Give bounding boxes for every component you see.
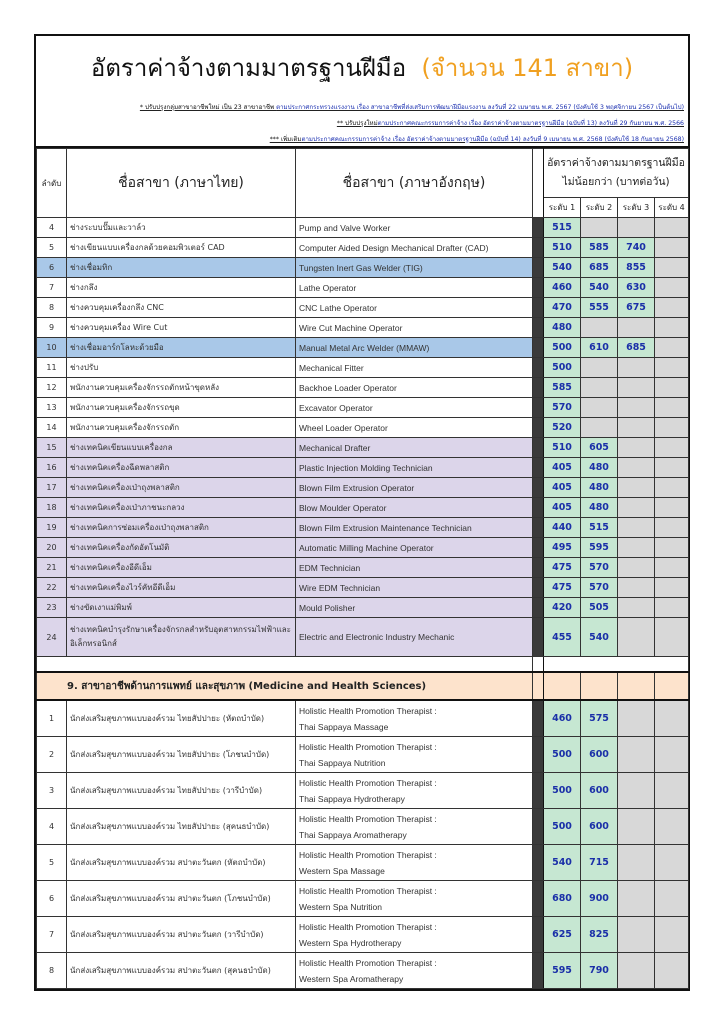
title-area — [36, 36, 688, 148]
blank-row — [37, 657, 689, 673]
note-1: * ปรับปรุงกลุ่มสาขาอาชีพใหม่ เป็น 23 สาขาอาชีพ ตามประกาศกระทรวงแรงงาน เรื่อง สาขาอาชีพที่ส่งเสริมการพัฒนาฝีมือแรงงาน ลงวันที่ 22 เมษายน พ.ศ. 2567 (บังคับใช้ 3 พฤศจิกายน 2567 เป็นต้นไป) — [139, 104, 684, 111]
table-row: 2 นักส่งเสริมสุขภาพแบบองค์รวม ไทยสัปปายะ (โภชนบำบัด) Holistic Health Promotion Therapist : Thai Sappaya Nutrition 500 600 — [37, 737, 689, 773]
table-row: 4 ช่างระบบปั๊มและวาล์ว Pump and Valve Worker 515 — [37, 218, 689, 238]
wage-rate-sheet — [34, 34, 690, 991]
column-separator — [533, 149, 544, 218]
table-row: 10 ช่างเชื่อมอาร์กโลหะด้วยมือ Manual Metal Arc Welder (MMAW) 500 610 685 — [37, 338, 689, 358]
wage-table — [36, 148, 689, 989]
table-row: 11 ช่างปรับ Mechanical Fitter 500 — [37, 358, 689, 378]
section-header-medicine — [37, 672, 689, 700]
note-3: *** เพิ่มเติมตามประกาศคณะกรรมการค่าจ้าง เรื่อง อัตราค่าจ้างตามมาตรฐานฝีมือ (ฉบับที่ 14) ลงวันที่ 9 เมษายน พ.ศ. 2568 (บังคับใช้ 18 กันยายน 2568) — [269, 136, 684, 143]
header-name-th: ชื่อสาขา (ภาษาไทย) — [67, 149, 296, 218]
note-2: ** ปรับปรุงใหม่ตามประกาศคณะกรรมการค่าจ้าง เรื่อง อัตราค่าจ้างตามมาตรฐานฝีมือ (ฉบับที่ 13) ลงวันที่ 29 กันยายน พ.ศ. 2566 — [336, 120, 684, 127]
table-row: 8 นักส่งเสริมสุขภาพแบบองค์รวม สปาตะวันตก (สุคนธบำบัด) Holistic Health Promotion Therapist : Western Spa Aromatherapy 595 790 — [37, 953, 689, 989]
table-row: 6 นักส่งเสริมสุขภาพแบบองค์รวม สปาตะวันตก (โภชนบำบัด) Holistic Health Promotion Therapist : Western Spa Nutrition 680 900 — [37, 881, 689, 917]
note-3-link[interactable]: ตามประกาศคณะกรรมการค่าจ้าง เรื่อง อัตราค่าจ้างตามมาตรฐานฝีมือ (ฉบับที่ 14) ลงวันที่ 9 เมษายน พ.ศ. 2568 (บังคับใช้ 18 กันยายน 2568) — [301, 136, 684, 143]
table-row: 5 ช่างเขียนแบบเครื่องกลด้วยคอมพิวเตอร์ CAD Computer Aided Design Mechanical Drafter (CAD) 510 585 740 — [37, 238, 689, 258]
table-row: 7 ช่างกลึง Lathe Operator 460 540 630 — [37, 278, 689, 298]
note-2-link[interactable]: ตามประกาศคณะกรรมการค่าจ้าง เรื่อง อัตราค่าจ้างตามมาตรฐานฝีมือ (ฉบับที่ 13) ลงวันที่ 29 กันยายน พ.ศ. 2566 — [377, 120, 684, 127]
table-row: 19 ช่างเทคนิคการซ่อมเครื่องเป่าถุงพลาสติก Blown Film Extrusion Maintenance Technician 440 515 — [37, 518, 689, 538]
title-main: อัตราค่าจ้างตามมาตรฐานฝีมือ — [90, 54, 407, 82]
header-rate: อัตราค่าจ้างตามมาตรฐานฝีมือ ไม่น้อยกว่า (บาทต่อวัน) — [544, 149, 689, 198]
table-row: 6 ช่างเชื่อมทิก Tungsten Inert Gas Welder (TIG) 540 685 855 — [37, 258, 689, 278]
page-title — [36, 48, 688, 87]
table-row: 13 พนักงานควบคุมเครื่องจักรรถขุด Excavator Operator 570 — [37, 398, 689, 418]
table-row: 21 ช่างเทคนิคเครื่องอีดีเอ็ม EDM Technician 475 570 — [37, 558, 689, 578]
table-row: 14 พนักงานควบคุมเครื่องจักรรถตัก Wheel Loader Operator 520 — [37, 418, 689, 438]
table-row: 1 นักส่งเสริมสุขภาพแบบองค์รวม ไทยสัปปายะ (หัตถบำบัด) Holistic Health Promotion Therapist : Thai Sappaya Massage 460 575 — [37, 700, 689, 737]
header-name-en: ชื่อสาขา (ภาษาอังกฤษ) — [296, 149, 533, 218]
table-row: 17 ช่างเทคนิคเครื่องเป่าถุงพลาสติก Blown Film Extrusion Operator 405 480 — [37, 478, 689, 498]
table-row: 12 พนักงานควบคุมเครื่องจักรรถตักหน้าขุดหลัง Backhoe Loader Operator 585 — [37, 378, 689, 398]
table-row: 15 ช่างเทคนิคเขียนแบบเครื่องกล Mechanical Drafter 510 605 — [37, 438, 689, 458]
header-row — [37, 149, 689, 198]
table-row: 8 ช่างควบคุมเครื่องกลึง CNC CNC Lathe Operator 470 555 675 — [37, 298, 689, 318]
table-row: 23 ช่างขัดเงาแม่พิมพ์ Mould Polisher 420 505 — [37, 598, 689, 618]
table-row: 16 ช่างเทคนิคเครื่องฉีดพลาสติก Plastic Injection Molding Technician 405 480 — [37, 458, 689, 478]
table-row: 3 นักส่งเสริมสุขภาพแบบองค์รวม ไทยสัปปายะ (วารีบำบัด) Holistic Health Promotion Therapist : Thai Sappaya Hydrotherapy 500 600 — [37, 773, 689, 809]
table-row: 9 ช่างควบคุมเครื่อง Wire Cut Wire Cut Machine Operator 480 — [37, 318, 689, 338]
section-label: 9. สาขาอาชีพด้านการแพทย์ และสุขภาพ (Medicine and Health Sciences) — [37, 672, 533, 700]
table-row: 4 นักส่งเสริมสุขภาพแบบองค์รวม ไทยสัปปายะ (สุคนธบำบัด) Holistic Health Promotion Therapist : Thai Sappaya Aromatherapy 500 600 — [37, 809, 689, 845]
table-row: 22 ช่างเทคนิคเครื่องไวร์คัทอีดีเอ็ม Wire EDM Technician 475 570 — [37, 578, 689, 598]
notes — [140, 100, 684, 148]
table-row: 24 ช่างเทคนิคบำรุงรักษาเครื่องจักรกลสำหรับอุตสาหกรรมไฟฟ้าและอิเล็กทรอนิกส์ Electric and Electronic Industry Mechanic 455 540 — [37, 618, 689, 657]
header-level-2: ระดับ 2 — [581, 198, 618, 218]
table-row: 20 ช่างเทคนิคเครื่องกัดอัตโนมัติ Automatic Milling Machine Operator 495 595 — [37, 538, 689, 558]
table-row: 5 นักส่งเสริมสุขภาพแบบองค์รวม สปาตะวันตก (หัตถบำบัด) Holistic Health Promotion Therapist : Western Spa Massage 540 715 — [37, 845, 689, 881]
header-level-1: ระดับ 1 — [544, 198, 581, 218]
table-row: 7 นักส่งเสริมสุขภาพแบบองค์รวม สปาตะวันตก (วารีบำบัด) Holistic Health Promotion Therapist : Western Spa Hydrotherapy 625 825 — [37, 917, 689, 953]
title-count: (จำนวน 141 สาขา) — [421, 54, 634, 82]
header-level-3: ระดับ 3 — [618, 198, 655, 218]
header-level-4: ระดับ 4 — [655, 198, 689, 218]
note-1-link[interactable]: ตามประกาศกระทรวงแรงงาน เรื่อง สาขาอาชีพที่ส่งเสริมการพัฒนาฝีมือแรงงาน ลงวันที่ 22 เมษายน พ.ศ. 2567 (บังคับใช้ 3 พฤศจิกายน 2567 เป็นต้นไป) — [276, 104, 684, 111]
header-no: ลำดับ — [37, 149, 67, 218]
table-row: 18 ช่างเทคนิคเครื่องเป่าภาชนะกลวง Blow Moulder Operator 405 480 — [37, 498, 689, 518]
